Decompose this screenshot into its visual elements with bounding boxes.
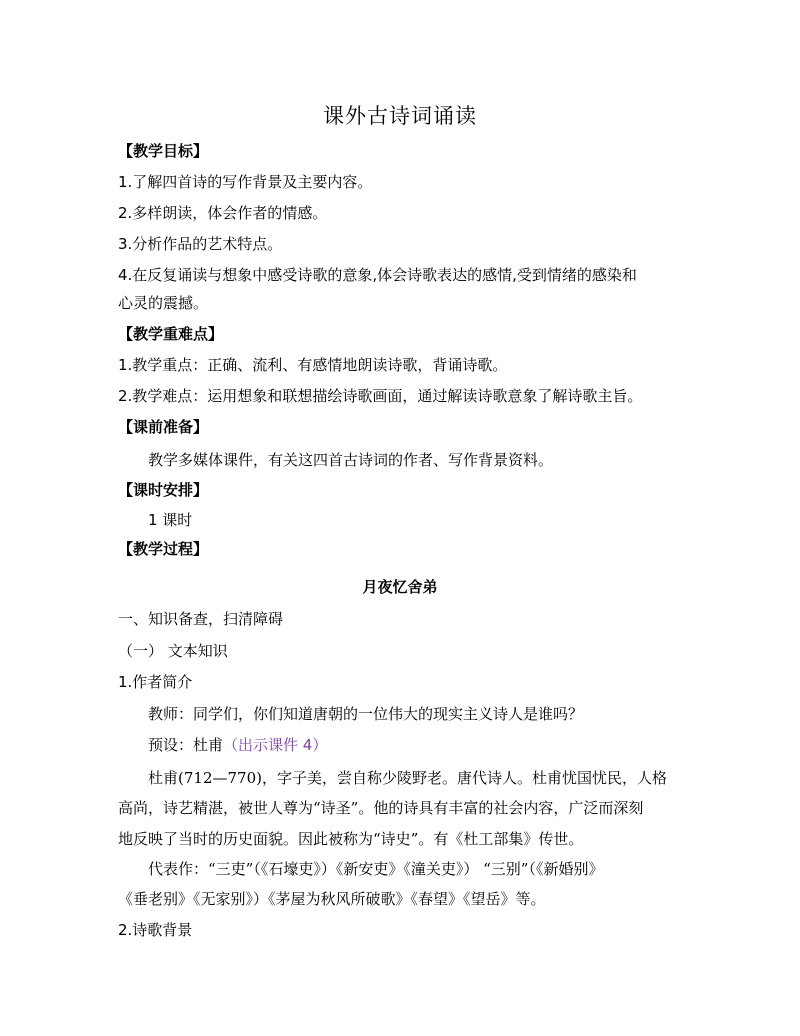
key-point-item: 1.教学重点：正确、流利、有感情地朗读诗歌，背诵诗歌。 [118, 356, 508, 374]
objective-item: 心灵的震撼。 [118, 294, 209, 312]
preparation-text: 教学多媒体课件，有关这四首古诗词的作者、写作背景资料。 [148, 451, 554, 469]
step-subheading: （一） 文本知识 [118, 642, 228, 660]
preset-label: 预设：杜甫 [148, 736, 224, 754]
works-line: 《垂老别》《无家别》）《茅屋为秋风所破歌》《春望》《望岳》等。 [118, 890, 546, 908]
process-heading: 【教学过程】 [118, 540, 209, 558]
bio-line: 地反映了当时的历史面貌。因此被称为“诗史”。有《杜工部集》传世。 [118, 830, 584, 848]
objective-item: 3.分析作品的艺术特点。 [118, 235, 283, 253]
schedule-heading: 【课时安排】 [118, 481, 209, 499]
key-point-item: 2.教学难点：运用想象和联想描绘诗歌画面，通过解读诗歌意象了解诗歌主旨。 [118, 387, 643, 405]
key-points-heading: 【教学重难点】 [118, 325, 224, 343]
bio-line: 杜甫(712—770)，字子美，尝自称少陵野老。唐代诗人。杜甫忧国忧民，人格 [148, 769, 667, 787]
teacher-question: 教师：同学们，你们知道唐朝的一位伟大的现实主义诗人是谁吗？ [148, 705, 584, 723]
poem-title: 月夜忆舍弟 [362, 578, 438, 596]
author-heading: 1.作者简介 [118, 673, 193, 691]
background-heading: 2.诗歌背景 [118, 921, 193, 939]
objectives-heading: 【教学目标】 [118, 142, 209, 160]
document-title: 课外古诗词诵读 [323, 104, 477, 128]
preset-answer [148, 734, 327, 756]
slide-reference: （出示课件 4） [223, 736, 328, 754]
objective-item: 4.在反复诵读与想象中感受诗歌的意象,体会诗歌表达的感情,受到情绪的感染和 [118, 266, 637, 284]
works-line: 代表作：“三吏”（《石壕吏》）《新安吏》《潼关吏》） “三别”（《新婚别》 [148, 860, 604, 878]
objective-item: 1.了解四首诗的写作背景及主要内容。 [118, 173, 373, 191]
schedule-text: 1 课时 [148, 511, 193, 529]
objective-item: 2.多样朗读，体会作者的情感。 [118, 204, 328, 222]
preparation-heading: 【课前准备】 [118, 418, 209, 436]
step-heading: 一、知识备查，扫清障碍 [118, 610, 284, 628]
bio-line: 高尚，诗艺精湛，被世人尊为“诗圣”。他的诗具有丰富的社会内容，广泛而深刻 [118, 799, 644, 817]
